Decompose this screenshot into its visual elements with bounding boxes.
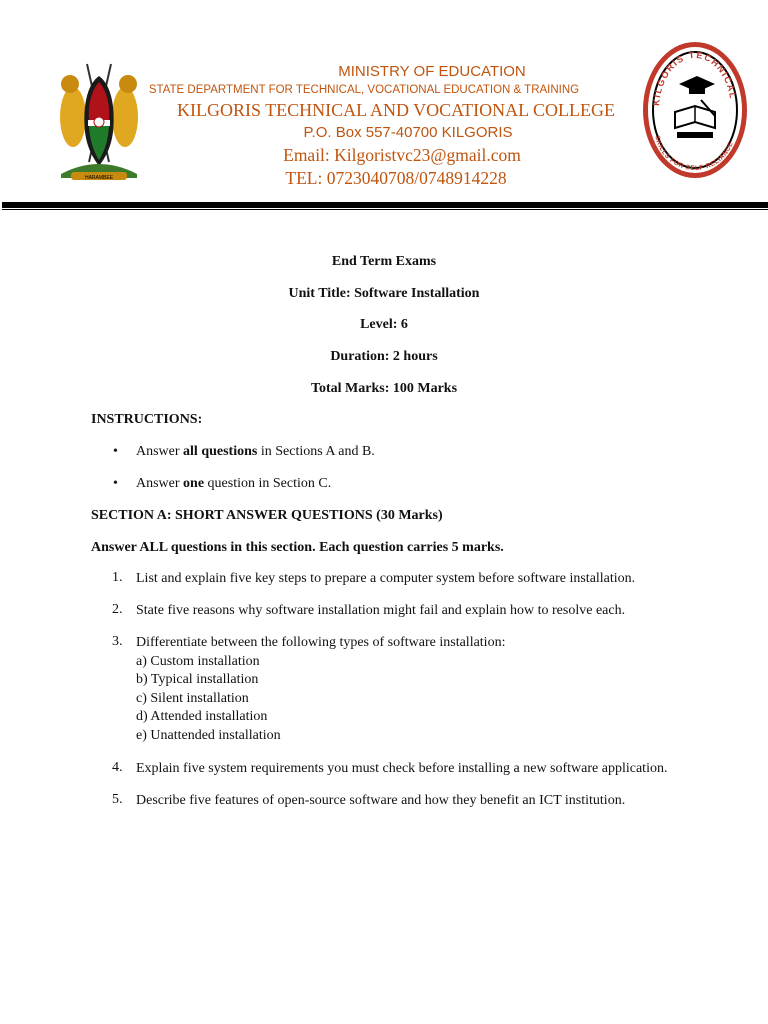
header-divider bbox=[2, 202, 768, 208]
bullet-icon: • bbox=[113, 444, 118, 459]
exam-title: End Term Exams bbox=[331, 254, 437, 269]
question-block bbox=[136, 634, 505, 746]
duration-line: Duration: 2 hours bbox=[330, 349, 438, 364]
level-line: Level: 6 bbox=[360, 317, 408, 332]
unit-title: Unit Title: Software Installation bbox=[288, 286, 480, 301]
coat-banner-text: HARAMBEE bbox=[84, 175, 114, 181]
question-subitem: e) Unattended installation bbox=[136, 727, 281, 743]
section-a-note: Answer ALL questions in this section. Each question carries 5 marks. bbox=[91, 540, 504, 555]
question-text: State five reasons why software installation might fail and explain how to resolve each. bbox=[136, 603, 626, 618]
question-subitem: b) Typical installation bbox=[136, 672, 259, 688]
bullet-icon: • bbox=[113, 476, 118, 491]
question-number: 3. bbox=[112, 634, 123, 649]
instructions-heading: INSTRUCTIONS: bbox=[91, 412, 203, 427]
logo-motto-text: SKILLS FOR SELF RELIANCE bbox=[653, 134, 735, 173]
question-text: Describe five features of open-source software and how they benefit an ICT institution. bbox=[136, 793, 626, 808]
question-number: 5. bbox=[112, 792, 123, 807]
question-text: Differentiate between the following types of software installation: bbox=[136, 635, 506, 650]
po-box: P.O. Box 557-40700 KILGORIS bbox=[303, 124, 513, 141]
question-number: 4. bbox=[112, 760, 123, 775]
question-subitem: c) Silent installation bbox=[136, 690, 249, 706]
instruction-item: Answer all questions in Sections A and B. bbox=[136, 444, 375, 459]
question-subitem: d) Attended installation bbox=[136, 709, 268, 725]
email-line: Email: Kilgoristvc23@gmail.com bbox=[283, 145, 521, 165]
college-name: KILGORIS TECHNICAL AND VOCATIONAL COLLEGE bbox=[177, 100, 615, 120]
section-a-heading: SECTION A: SHORT ANSWER QUESTIONS (30 Marks) bbox=[91, 508, 443, 523]
department-heading: STATE DEPARTMENT FOR TECHNICAL, VOCATIONAL EDUCATION & TRAINING bbox=[148, 84, 580, 96]
header-divider-thin bbox=[2, 209, 768, 210]
telephone-line: TEL: 0723040708/0748914228 bbox=[285, 168, 507, 188]
question-number: 2. bbox=[112, 602, 123, 617]
question-number: 1. bbox=[112, 570, 123, 585]
ministry-heading: MINISTRY OF EDUCATION bbox=[338, 63, 526, 80]
question-text: List and explain five key steps to prepare a computer system before software installation. bbox=[136, 571, 636, 586]
total-marks-line: Total Marks: 100 Marks bbox=[310, 381, 458, 396]
logo-ring-text: KILGORIS TECHNICAL bbox=[651, 49, 739, 107]
question-subitem: a) Custom installation bbox=[136, 653, 260, 669]
instruction-item: Answer one question in Section C. bbox=[136, 476, 332, 491]
question-text: Explain five system requirements you must check before installing a new software application. bbox=[136, 761, 668, 776]
